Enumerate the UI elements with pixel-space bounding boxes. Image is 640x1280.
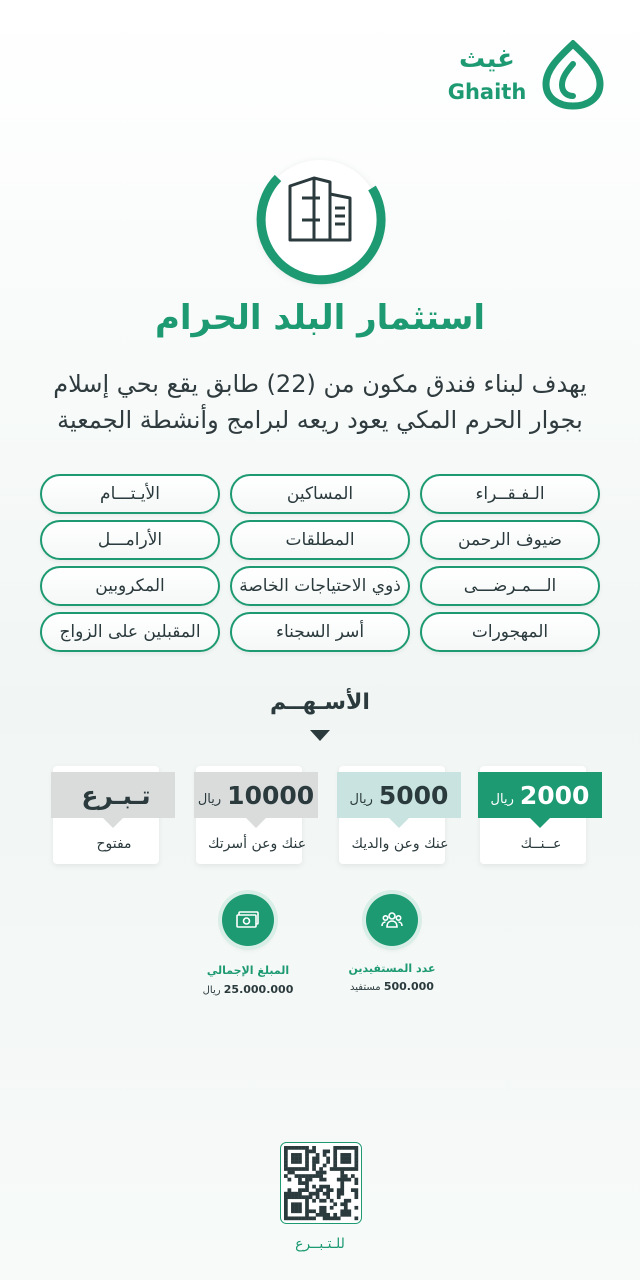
share-card-open[interactable] [53,766,159,864]
share-card-10000[interactable] [196,766,315,864]
stat-unit: ريال [202,985,221,996]
share-unit: ريال [197,791,222,807]
brand-name-arabic: غيث [459,44,515,74]
total-amount-label: المبلغ الإجمالي [206,964,290,977]
donate-qr-label: للـتـبــرع [295,1236,345,1252]
beneficiary-tag: الـفـقــراء [420,474,600,514]
beneficiary-tag: المساكين [230,474,410,514]
share-unit: ريال [490,791,514,807]
share-label: مفتوح [96,836,132,852]
beneficiary-tag: أسر السجناء [230,612,410,652]
ghaith-logo-icon [540,40,606,110]
total-amount-value [178,983,318,996]
beneficiary-tag: الأيـتـــام [40,474,220,514]
share-amount-banner [51,772,175,818]
beneficiary-tag: الـــمـرضـــى [420,566,600,606]
share-amount: 10000 [227,780,315,810]
share-card-2000[interactable] [480,766,590,864]
share-pointer [530,818,550,828]
share-amount-banner [337,772,461,818]
share-pointer [246,818,266,828]
building-icon [250,150,390,290]
beneficiary-tag: المقبلين على الزواج [40,612,220,652]
share-amount-banner [194,772,318,818]
beneficiaries-count-label: عدد المستفيدين [348,962,436,975]
shares-title: الأسـهــم [270,690,370,715]
down-arrow-icon [310,730,330,741]
share-pointer [103,818,123,828]
share-amount: 2000 [519,780,590,810]
beneficiary-tag: المطلقات [230,520,410,560]
share-label: عــنــك [520,836,562,852]
share-label: عنك وعن أسرتك [207,836,307,852]
share-unit: ريال [349,791,373,807]
beneficiary-tag: المهجورات [420,612,600,652]
brand-name-english: Ghaith [447,80,527,104]
money-icon [222,894,274,946]
beneficiaries-count-value [322,980,462,993]
beneficiary-tag: الأرامـــل [40,520,220,560]
page-title: استثمار البلد الحرام [154,298,486,338]
beneficiary-tag: ذوي الاحتياجات الخاصة [230,566,410,606]
people-icon [366,894,418,946]
qr-code-icon[interactable] [280,1142,362,1224]
stat-number: 500.000 [383,980,434,993]
beneficiary-tag: المكروبين [40,566,220,606]
stat-unit: مستفيد [350,982,381,993]
share-amount-banner [478,772,602,818]
beneficiaries-grid [40,474,600,652]
share-amount: 5000 [378,780,449,810]
share-amount: تـبـرع [81,780,151,810]
share-label: عنك وعن والديك [351,836,449,852]
beneficiary-tag: ضيوف الرحمن [420,520,600,560]
share-pointer [389,818,409,828]
share-card-5000[interactable] [339,766,449,864]
project-description: يهدف لبناء فندق مكون من (22) طابق يقع بحي إسلام بجوار الحرم المكي يعود ريعه لبرامج وأنشطة الجمعية [53,370,587,434]
stat-number: 25.000.000 [223,983,294,996]
